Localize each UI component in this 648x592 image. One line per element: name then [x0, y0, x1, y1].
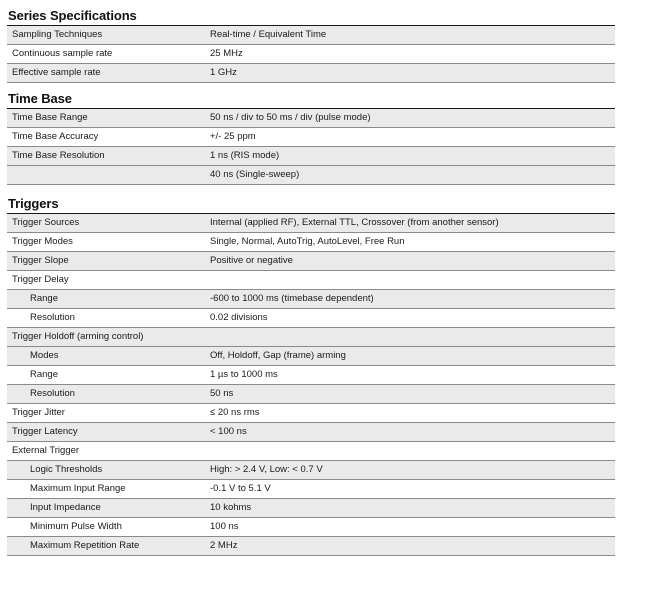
- spec-value: High: > 2.4 V, Low: < 0.7 V: [205, 461, 615, 480]
- spec-label: Trigger Holdoff (arming control): [7, 328, 205, 347]
- spec-value: 50 ns: [205, 385, 615, 404]
- section-series-specifications: [7, 6, 615, 83]
- spec-label: Continuous sample rate: [7, 45, 205, 64]
- spec-value: -0.1 V to 5.1 V: [205, 480, 615, 499]
- spec-label: Modes: [7, 347, 205, 366]
- spec-label: Input Impedance: [7, 499, 205, 518]
- spec-value: ≤ 20 ns rms: [205, 404, 615, 423]
- spec-row: [7, 480, 615, 499]
- spec-label: Maximum Repetition Rate: [7, 537, 205, 556]
- section-triggers: [7, 194, 615, 556]
- spec-row: [7, 271, 615, 290]
- spec-row: [7, 252, 615, 271]
- spec-value: 10 kohms: [205, 499, 615, 518]
- section-title: Series Specifications: [8, 8, 137, 23]
- spec-row: [7, 309, 615, 328]
- spec-row: [7, 109, 615, 128]
- spec-row: [7, 128, 615, 147]
- spec-sheet: [7, 0, 615, 556]
- spec-value: [205, 271, 615, 290]
- spec-value: 2 MHz: [205, 537, 615, 556]
- spec-label: [7, 166, 205, 185]
- spec-row: [7, 166, 615, 185]
- section-time-base: [7, 89, 615, 185]
- spec-label: Time Base Accuracy: [7, 128, 205, 147]
- spec-label: Resolution: [7, 309, 205, 328]
- spec-row: [7, 26, 615, 45]
- spec-value: 1 ns (RIS mode): [205, 147, 615, 166]
- spec-label: Range: [7, 366, 205, 385]
- spec-row: [7, 347, 615, 366]
- spec-label: Trigger Jitter: [7, 404, 205, 423]
- spec-row: [7, 385, 615, 404]
- spec-label: Effective sample rate: [7, 64, 205, 83]
- spec-label: External Trigger: [7, 442, 205, 461]
- spec-row: [7, 442, 615, 461]
- section-title: Triggers: [8, 196, 59, 211]
- spec-label: Time Base Resolution: [7, 147, 205, 166]
- spec-value: 100 ns: [205, 518, 615, 537]
- spec-row: [7, 214, 615, 233]
- section-title: Time Base: [8, 91, 72, 106]
- spec-value: Internal (applied RF), External TTL, Crossover (from another sensor): [205, 214, 615, 233]
- section-spacer: [7, 185, 615, 194]
- spec-value: +/- 25 ppm: [205, 128, 615, 147]
- spec-row: [7, 518, 615, 537]
- spec-row: [7, 233, 615, 252]
- spec-value: [205, 328, 615, 347]
- spec-value: 0.02 divisions: [205, 309, 615, 328]
- spec-label: Trigger Slope: [7, 252, 205, 271]
- spec-row: [7, 461, 615, 480]
- spec-table: [7, 108, 615, 185]
- spec-label: Trigger Delay: [7, 271, 205, 290]
- spec-value: -600 to 1000 ms (timebase dependent): [205, 290, 615, 309]
- spec-row: [7, 404, 615, 423]
- spec-value: 40 ns (Single-sweep): [205, 166, 615, 185]
- spec-row: [7, 290, 615, 309]
- spec-row: [7, 64, 615, 83]
- spec-label: Maximum Input Range: [7, 480, 205, 499]
- spec-value: < 100 ns: [205, 423, 615, 442]
- spec-label: Trigger Modes: [7, 233, 205, 252]
- spec-label: Trigger Latency: [7, 423, 205, 442]
- spec-value: Single, Normal, AutoTrig, AutoLevel, Free Run: [205, 233, 615, 252]
- spec-row: [7, 499, 615, 518]
- spec-label: Resolution: [7, 385, 205, 404]
- spec-label: Minimum Pulse Width: [7, 518, 205, 537]
- spec-label: Time Base Range: [7, 109, 205, 128]
- spec-table: [7, 213, 615, 556]
- spec-value: Real-time / Equivalent Time: [205, 26, 615, 45]
- spec-row: [7, 423, 615, 442]
- spec-label: Range: [7, 290, 205, 309]
- spec-value: 50 ns / div to 50 ms / div (pulse mode): [205, 109, 615, 128]
- spec-row: [7, 45, 615, 64]
- spec-row: [7, 147, 615, 166]
- spec-label: Logic Thresholds: [7, 461, 205, 480]
- spec-value: 1 µs to 1000 ms: [205, 366, 615, 385]
- spec-row: [7, 328, 615, 347]
- spec-table: [7, 25, 615, 83]
- spec-value: Positive or negative: [205, 252, 615, 271]
- spec-value: 25 MHz: [205, 45, 615, 64]
- spec-label: Sampling Techniques: [7, 26, 205, 45]
- spec-label: Trigger Sources: [7, 214, 205, 233]
- spec-row: [7, 537, 615, 556]
- spec-value: 1 GHz: [205, 64, 615, 83]
- spec-value: Off, Holdoff, Gap (frame) arming: [205, 347, 615, 366]
- spec-value: [205, 442, 615, 461]
- spec-row: [7, 366, 615, 385]
